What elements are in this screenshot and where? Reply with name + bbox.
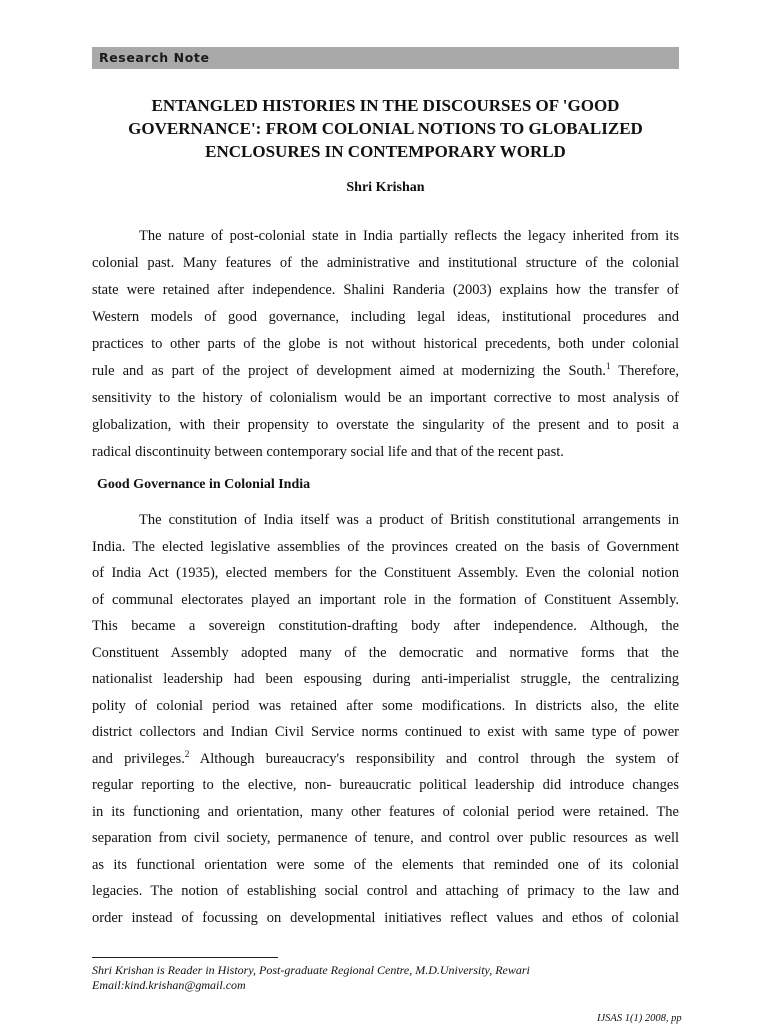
author-footnote [92, 963, 530, 993]
text-line: legacies. The notion of establishing social control and attaching of primacy to the law and [92, 883, 679, 899]
text-segment: Although bureaucracy's responsibility and control through the system of [189, 750, 679, 767]
footnote-email: Email:kind.krishan@gmail.com [92, 978, 246, 992]
text-line [92, 748, 679, 771]
text-line: The constitution of India itself was a product of British constitutional arrangements in [139, 512, 679, 528]
text-line: of India Act (1935), elected members for the Constituent Assembly. Even the colonial notion [92, 565, 679, 581]
footnote-affiliation: Shri Krishan is Reader in History, Post-graduate Regional Centre, M.D.University, Rewari [92, 963, 530, 977]
section-heading: Good Governance in Colonial India [97, 477, 311, 492]
text-line: polity of colonial period was retained after some modifications. In districts also, the elite [92, 697, 679, 714]
text-line: The nature of post-colonial state in India partially reflects the legacy inherited from its [139, 228, 679, 244]
footnote-marker: 1 [605, 361, 611, 371]
text-line: regular reporting to the elective, non- bureaucratic political leadership did introduce changes [92, 777, 679, 793]
text-line: order instead of focussing on developmental initiatives reflect values and ethos of colonial [92, 909, 679, 926]
text-line: as its functional orientation were some of the elements that reminded one of its colonial [92, 856, 679, 873]
text-line: state were retained after independence. Shalini Randeria (2003) explains how the transfer of [92, 282, 679, 298]
banner-label: Research Note [99, 50, 210, 65]
article-title [92, 94, 679, 163]
text-line: India. The elected legislative assemblies of the provinces created on the basis of Government [92, 538, 679, 555]
title-line: ENTANGLED HISTORIES IN THE DISCOURSES OF 'GOOD [151, 96, 620, 115]
title-line: ENCLOSURES IN CONTEMPORARY WORLD [205, 142, 566, 161]
text-line: in its functioning and orientation, many other features of colonial period were retained. The [92, 803, 679, 820]
text-line: district collectors and Indian Civil Service norms continued to exist with same type of power [92, 724, 679, 740]
text-segment: rule and as part of the project of development aimed at modernizing the South. [92, 363, 606, 379]
author-name: Shri Krishan [346, 180, 425, 195]
text-line: separation from civil society, permanence of tenure, and control over public resources as well [92, 830, 679, 846]
journal-reference: IJSAS 1(1) 2008, pp [597, 1013, 682, 1024]
text-line: sensitivity to the history of colonialism would be an important corrective to most analysis of [92, 390, 679, 406]
title-line: GOVERNANCE': FROM COLONIAL NOTIONS TO GLOBALIZED [128, 119, 643, 138]
text-line: globalization, with their propensity to overstate the singularity of the present and to posit a [92, 417, 679, 433]
text-segment: Therefore, [610, 363, 680, 379]
text-line: Constituent Assembly adopted many of the democratic and normative forms that the [92, 644, 679, 661]
section-banner [92, 47, 679, 69]
text-line: of communal electorates played an important role in the formation of Constituent Assembly. [92, 591, 679, 608]
text-line: practices to other parts of the globe is not without historical precedents, both under colonial [92, 336, 679, 352]
text-line: colonial past. Many features of the administrative and institutional structure of the colonial [92, 255, 679, 271]
text-line [92, 363, 679, 383]
text-line: radical discontinuity between contemporary social life and that of the recent past. [92, 444, 564, 460]
text-line: This became a sovereign constitution-drafting body after independence. Although, the [92, 618, 679, 634]
text-line: Western models of good governance, including legal ideas, institutional procedures and [92, 309, 679, 325]
footnote-marker: 2 [184, 748, 190, 759]
footnote-divider [92, 957, 278, 958]
text-segment: and privileges. [92, 750, 185, 767]
text-line: nationalist leadership had been espousing during anti-imperialist struggle, the centralizing [92, 671, 679, 687]
